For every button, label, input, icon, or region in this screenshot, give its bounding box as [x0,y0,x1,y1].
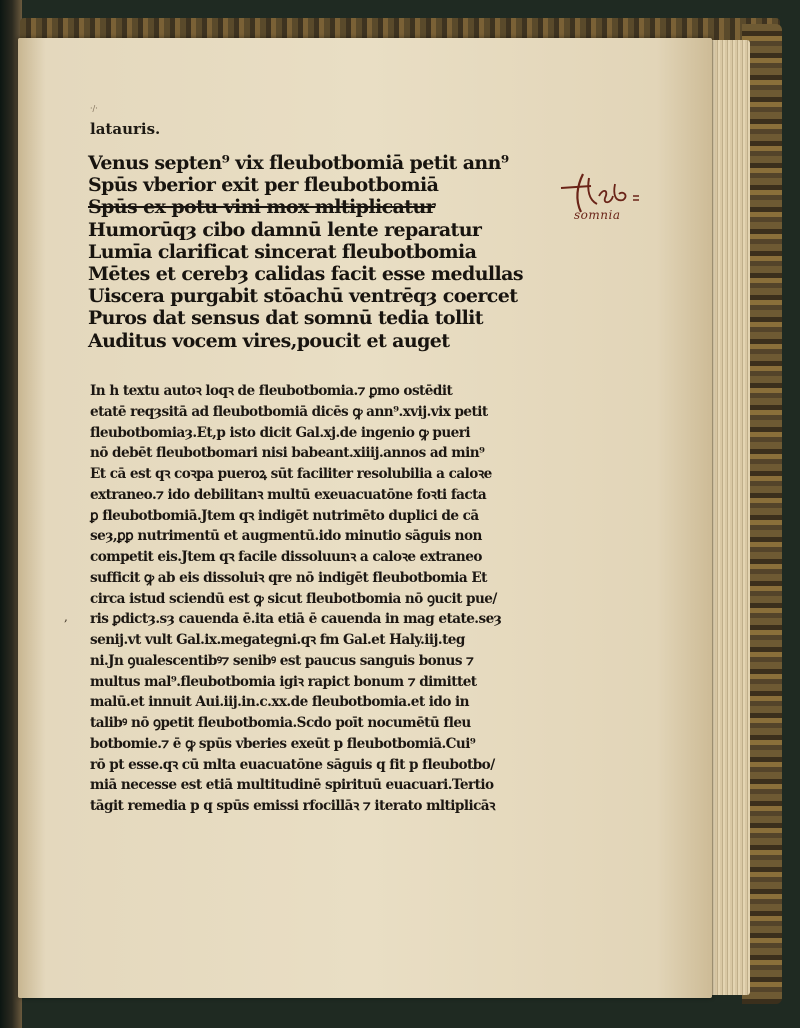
verse-line: Auditus vocem vires,poucit et auget [88,329,450,352]
verse-line-struck: Spūs ex potu vini mox mltiplicatur [88,196,436,219]
commentary-line: botbomie.⁊ ē ꝙ spūs vberies exeūt p fleubotbomiā.Cui⁹ [90,735,476,752]
commentary-line: competit eis.Jtem qꝛ facile dissoluunꝛ a caloꝛe extraneo [90,549,482,565]
commentary-line: ꝑ fleubotbomiā.Jtem qꝛ indigēt nutrimēto duplici de cā [90,507,479,524]
verse-block [88,152,558,352]
commentary-block [90,381,568,817]
verse-line: Humorūqȝ cibo damnū lente reparatur [88,218,482,241]
commentary-line: circa istud sciendū est ꝙ sicut fleubotbomia nō ꝯucit pue/ [90,590,497,607]
verse-line: Mētes et cerebȝ calidas facit esse medullas [88,263,523,286]
commentary-line: Et cā est qꝛ coꝛpa pueroꝝ sūt faciliter resolubilia a caloꝛe [90,466,492,482]
commentary-line: sufficit ꝙ ab eis dissoluiꝛ qre nō indigēt fleubotbomia Et [90,569,487,586]
commentary-line: multus mal⁹.fleubotbomia igiꝛ rapict bonum ⁊ dimittet [90,673,477,690]
commentary-line: tāgit remedia p q spūs emissi rfocillāꝛ ⁊ iterato mltiplicāꝛ [90,798,495,814]
verse-line: Venus septen⁹ vix fleubotbomiā petit ann⁹ [88,152,509,174]
commentary-line: seȝ,ꝑꝑ nutrimentū et augmentū.ido minutio sāguis non [90,528,482,545]
commentary-line: rō pt esse.qꝛ cū mlta euacuatōne sāguis q fit p fleubotbo/ [90,756,495,773]
margin-mark: , [64,610,68,624]
commentary-line: In h textu autoꝛ loqꝛ de fleubotbomia.⁊ ꝑmo ostēdit [90,383,453,399]
verse-line: Lumīa clarificat sincerat fleubotbomia [88,240,477,263]
commentary-line: talibꝰ nō ꝯpetit fleubotbomia.Scdo poīt nocumētū fleu [90,715,471,731]
commentary-line: miā necesse est etiā multitudinē spirituū euacuari.Tertio [90,777,494,794]
commentary-line: ris ꝑdictȝ.sȝ cauenda ē.ita etiā ē cauenda in mag etate.seȝ [90,611,502,628]
verse-line: Uiscera purgabit stōachū ventrēqȝ coercet [88,285,518,308]
section-heading: latauris. [90,120,161,138]
commentary-line: etatē reqȝsitā ad fleubotbomiā dicēs ꝙ ann⁹.xvij.vix petit [90,403,488,420]
commentary-line: extraneo.⁊ ido debilitanꝛ multū exeuacuatōne foꝛti facta [90,486,487,503]
commentary-line: nō debēt fleubotbomari nisi babeant.xiiij.annos ad min⁹ [90,445,485,462]
verse-line: Puros dat sensus dat somnū tedia tollit [88,307,483,330]
commentary-line: fleubotbomiaȝ.Et,p isto dicit Gal.xj.de ingenio ꝙ pueri [90,424,470,441]
commentary-line: ni.Jn ꝯualescentibꝰ⁊ senibꝰ est paucus sanguis bonus ⁊ [90,652,474,669]
commentary-line: senij.vt vult Gal.ix.megategni.qꝛ fm Gal.et Haly.iij.teg [90,632,465,648]
commentary-line: malū.et innuit Aui.iij.in.c.xx.de fleubotbomia.et ido in [90,694,469,711]
ink-speck: ·/· [90,104,98,113]
verse-line: Spūs vberior exit per fleubotbomiā [88,174,439,197]
handwritten-word: somnia [574,208,621,222]
